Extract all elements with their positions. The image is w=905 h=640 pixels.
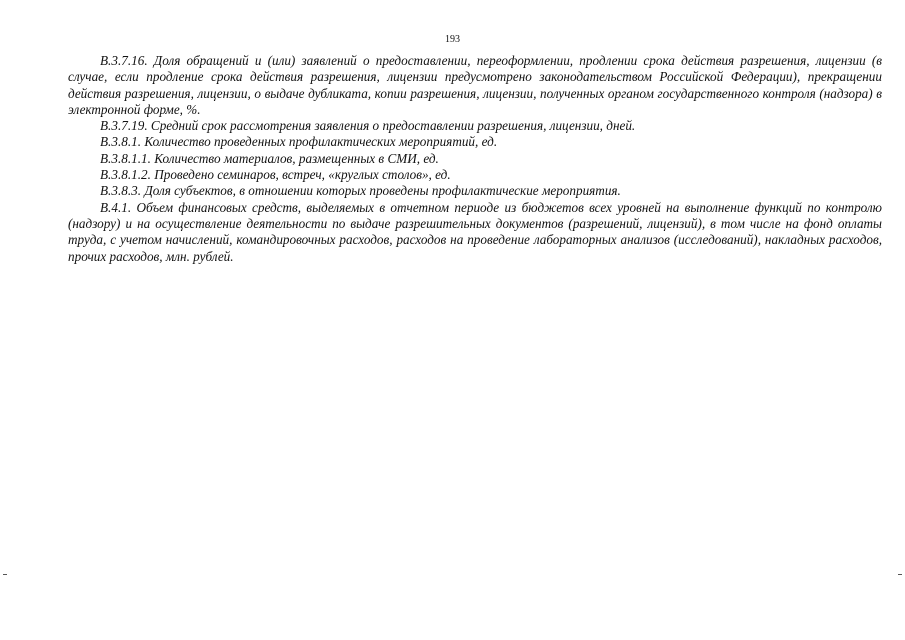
paragraph-b-3-8-1-1: В.3.8.1.1. Количество материалов, размещенных в СМИ, ед.: [100, 150, 439, 166]
document-body: [68, 53, 882, 265]
left-margin-mark: [3, 574, 7, 575]
page-number: 193: [445, 34, 460, 45]
paragraph-b-3-8-1: В.3.8.1. Количество проведенных профилактических мероприятий, ед.: [100, 134, 498, 150]
right-margin-mark: [898, 574, 902, 575]
paragraph-b-3-7-16: В.3.7.16. Доля обращений и (или) заявлений о предоставлении, переоформлении, продлении срока действия разрешения, лицензии (в случае, если продление срока действия разрешения, лицензии предусмотрено законодательством Российской Федерации), прекращении действия разрешения, лицензии, о выдаче дубликата, копии разрешения, лицензии, полученных органом государственного контроля (надзора) в электронной форме, %.: [68, 53, 882, 117]
paragraph-b-4-1: В.4.1. Объем финансовых средств, выделяемых в отчетном периоде из бюджетов всех уровней на выполнение функций по контролю (надзору) и на осуществление деятельности по выдаче разрешительных документов (разрешений, лицензий), в том числе на фонд оплаты труда, с учетом начислений, командировочных расходов, расходов на проведение лабораторных анализов (исследований), накладных расходов, прочих расходов, млн. рублей.: [68, 199, 882, 264]
paragraph-b-3-8-3: В.3.8.3. Доля субъектов, в отношении которых проведены профилактические мероприятия.: [100, 183, 621, 199]
paragraph-b-3-8-1-2: В.3.8.1.2. Проведено семинаров, встреч, «круглых столов», ед.: [100, 167, 451, 183]
paragraph-b-3-7-19: В.3.7.19. Средний срок рассмотрения заявления о предоставлении разрешения, лицензии, дней.: [100, 118, 636, 134]
